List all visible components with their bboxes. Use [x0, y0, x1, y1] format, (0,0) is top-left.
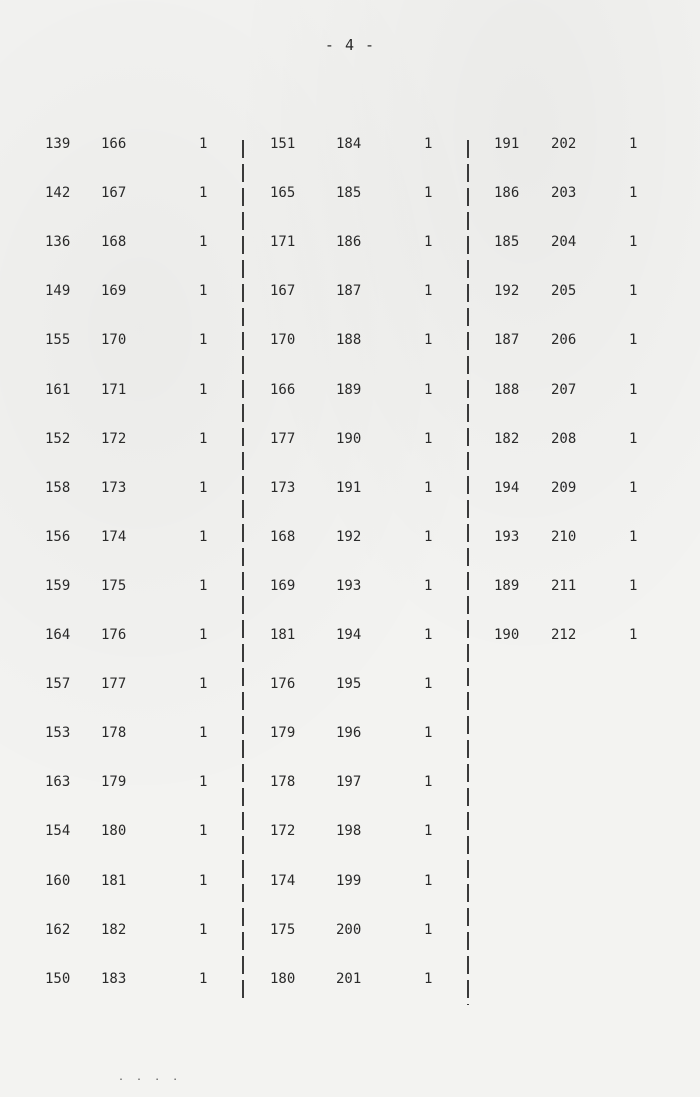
cell-middle-number-b: 192: [336, 529, 362, 545]
column-separator-right: [467, 908, 469, 926]
column-separator-right: [467, 140, 469, 158]
cell-middle-number-a: 180: [270, 971, 296, 987]
cell-middle-count: 1: [424, 873, 433, 889]
column-separator-left: [242, 644, 244, 662]
cell-left-count: 1: [199, 922, 208, 938]
cell-left-number-a: 162: [45, 922, 71, 938]
column-separator-left: [242, 932, 244, 950]
cell-middle-number-a: 151: [270, 136, 296, 152]
column-separator-right: [467, 764, 469, 782]
cell-left-number-b: 175: [101, 578, 127, 594]
cell-right-number-a: 189: [494, 578, 520, 594]
column-separator-left: [242, 692, 244, 710]
cell-middle-count: 1: [424, 676, 433, 692]
cell-middle-count: 1: [424, 627, 433, 643]
cell-middle-number-b: 190: [336, 431, 362, 447]
column-separator-left: [242, 428, 244, 446]
column-separator-left: [242, 404, 244, 422]
cell-left-count: 1: [199, 676, 208, 692]
cell-left-number-b: 169: [101, 283, 127, 299]
column-separator-right: [467, 740, 469, 758]
cell-middle-number-b: 188: [336, 332, 362, 348]
cell-left-count: 1: [199, 627, 208, 643]
column-separator-left: [242, 476, 244, 494]
cell-right-count: 1: [629, 431, 638, 447]
column-separator-right: [467, 572, 469, 590]
cell-middle-number-b: 189: [336, 382, 362, 398]
column-separator-right: [467, 596, 469, 614]
column-separator-left: [242, 356, 244, 374]
cell-middle-number-b: 197: [336, 774, 362, 790]
cell-right-number-a: 185: [494, 234, 520, 250]
cell-middle-number-a: 177: [270, 431, 296, 447]
cell-left-number-a: 155: [45, 332, 71, 348]
cell-middle-number-b: 187: [336, 283, 362, 299]
column-separator-left: [242, 956, 244, 974]
cell-right-number-a: 187: [494, 332, 520, 348]
column-separator-left: [242, 668, 244, 686]
column-separator-left: [242, 188, 244, 206]
column-separator-right: [467, 644, 469, 662]
cell-middle-count: 1: [424, 283, 433, 299]
cell-middle-count: 1: [424, 234, 433, 250]
cell-middle-number-b: 193: [336, 578, 362, 594]
cell-left-number-a: 139: [45, 136, 71, 152]
column-separator-right: [467, 284, 469, 302]
column-separator-right: [467, 812, 469, 830]
cell-middle-number-a: 171: [270, 234, 296, 250]
cell-left-number-a: 136: [45, 234, 71, 250]
cell-middle-count: 1: [424, 725, 433, 741]
cell-left-count: 1: [199, 431, 208, 447]
column-separator-right: [467, 524, 469, 542]
cell-left-number-a: 142: [45, 185, 71, 201]
column-separator-right: [467, 308, 469, 326]
column-separator-right: [467, 500, 469, 518]
cell-middle-count: 1: [424, 382, 433, 398]
cell-middle-count: 1: [424, 529, 433, 545]
cell-middle-number-a: 172: [270, 823, 296, 839]
column-separator-right: [467, 788, 469, 806]
column-separator-right: [467, 860, 469, 878]
cell-right-number-b: 209: [551, 480, 577, 496]
column-separator-left: [242, 308, 244, 326]
cell-left-number-a: 150: [45, 971, 71, 987]
cell-middle-count: 1: [424, 774, 433, 790]
cell-left-count: 1: [199, 529, 208, 545]
cell-left-number-b: 173: [101, 480, 127, 496]
column-separator-left: [242, 260, 244, 278]
column-separator-left: [242, 452, 244, 470]
cell-right-count: 1: [629, 185, 638, 201]
column-separator-right: [467, 692, 469, 710]
cell-right-count: 1: [629, 332, 638, 348]
column-separator-right: [467, 188, 469, 206]
cell-right-number-a: 194: [494, 480, 520, 496]
cell-middle-number-a: 169: [270, 578, 296, 594]
cell-middle-number-a: 181: [270, 627, 296, 643]
cell-left-number-b: 178: [101, 725, 127, 741]
cell-right-count: 1: [629, 382, 638, 398]
column-separator-right: [467, 404, 469, 422]
cell-middle-number-b: 195: [336, 676, 362, 692]
cell-left-count: 1: [199, 332, 208, 348]
column-separator-left: [242, 788, 244, 806]
cell-right-count: 1: [629, 627, 638, 643]
column-separator-right: [467, 356, 469, 374]
cell-middle-number-a: 168: [270, 529, 296, 545]
cell-left-count: 1: [199, 185, 208, 201]
cell-left-number-a: 159: [45, 578, 71, 594]
cell-left-count: 1: [199, 578, 208, 594]
column-separator-right: [467, 980, 469, 998]
cell-middle-number-b: 194: [336, 627, 362, 643]
column-separator-left: [242, 380, 244, 398]
cell-left-number-a: 153: [45, 725, 71, 741]
column-separator-right: [467, 380, 469, 398]
cell-right-number-b: 212: [551, 627, 577, 643]
cell-right-number-b: 210: [551, 529, 577, 545]
cell-right-count: 1: [629, 136, 638, 152]
column-separator-right: [467, 452, 469, 470]
cell-right-number-a: 193: [494, 529, 520, 545]
column-separator-right: [467, 716, 469, 734]
cell-middle-count: 1: [424, 332, 433, 348]
cell-middle-number-a: 166: [270, 382, 296, 398]
cell-left-number-a: 157: [45, 676, 71, 692]
cell-middle-number-b: 201: [336, 971, 362, 987]
column-separator-right: [467, 260, 469, 278]
cell-left-number-a: 158: [45, 480, 71, 496]
cell-middle-number-b: 199: [336, 873, 362, 889]
cell-left-number-b: 172: [101, 431, 127, 447]
cell-left-number-b: 183: [101, 971, 127, 987]
cell-middle-number-b: 186: [336, 234, 362, 250]
cell-left-number-b: 180: [101, 823, 127, 839]
cell-right-count: 1: [629, 234, 638, 250]
page-number: - 4 -: [324, 36, 376, 54]
cell-right-count: 1: [629, 578, 638, 594]
column-separator-left: [242, 284, 244, 302]
cell-right-number-b: 205: [551, 283, 577, 299]
cell-middle-count: 1: [424, 431, 433, 447]
cell-left-number-b: 166: [101, 136, 127, 152]
cell-middle-number-a: 175: [270, 922, 296, 938]
column-separator-right: [467, 212, 469, 230]
cell-left-count: 1: [199, 136, 208, 152]
cell-left-number-a: 154: [45, 823, 71, 839]
column-separator-right: [467, 620, 469, 638]
cell-left-count: 1: [199, 774, 208, 790]
column-separator-left: [242, 332, 244, 350]
column-separator-right: [467, 476, 469, 494]
column-separator-left: [242, 236, 244, 254]
column-separator-right: [467, 884, 469, 902]
cell-left-number-a: 164: [45, 627, 71, 643]
cell-left-number-b: 171: [101, 382, 127, 398]
cell-right-number-a: 188: [494, 382, 520, 398]
cell-right-number-a: 186: [494, 185, 520, 201]
cell-middle-count: 1: [424, 922, 433, 938]
cell-right-count: 1: [629, 283, 638, 299]
column-separator-right: [467, 956, 469, 974]
cell-middle-number-a: 167: [270, 283, 296, 299]
column-separator-right: [467, 668, 469, 686]
cell-left-number-b: 177: [101, 676, 127, 692]
cell-middle-number-a: 173: [270, 480, 296, 496]
cell-left-number-b: 167: [101, 185, 127, 201]
cell-middle-number-a: 174: [270, 873, 296, 889]
column-separator-left: [242, 836, 244, 854]
column-separator-left: [242, 164, 244, 182]
cell-right-number-a: 182: [494, 431, 520, 447]
cell-middle-number-a: 179: [270, 725, 296, 741]
cell-left-number-a: 156: [45, 529, 71, 545]
cell-middle-number-b: 200: [336, 922, 362, 938]
column-separator-right: [467, 836, 469, 854]
cell-left-number-b: 174: [101, 529, 127, 545]
column-separator-right: [467, 236, 469, 254]
column-separator-left: [242, 524, 244, 542]
cell-right-number-a: 192: [494, 283, 520, 299]
column-separator-left: [242, 740, 244, 758]
cell-right-count: 1: [629, 480, 638, 496]
cell-middle-count: 1: [424, 136, 433, 152]
column-separator-right: [467, 164, 469, 182]
cell-middle-number-b: 184: [336, 136, 362, 152]
cell-right-number-b: 208: [551, 431, 577, 447]
cell-left-count: 1: [199, 725, 208, 741]
column-separator-right: [467, 1004, 469, 1005]
column-separator-left: [242, 716, 244, 734]
cell-middle-number-a: 176: [270, 676, 296, 692]
cell-right-number-b: 203: [551, 185, 577, 201]
cell-middle-number-b: 196: [336, 725, 362, 741]
cell-left-number-b: 170: [101, 332, 127, 348]
cell-middle-number-a: 178: [270, 774, 296, 790]
column-separator-left: [242, 548, 244, 566]
column-separator-right: [467, 332, 469, 350]
column-separator-left: [242, 884, 244, 902]
cell-right-number-b: 202: [551, 136, 577, 152]
column-separator-left: [242, 212, 244, 230]
column-separator-right: [467, 548, 469, 566]
cell-left-number-b: 181: [101, 873, 127, 889]
cell-right-count: 1: [629, 529, 638, 545]
column-separator-left: [242, 908, 244, 926]
cell-middle-count: 1: [424, 480, 433, 496]
cell-middle-number-a: 170: [270, 332, 296, 348]
trailing-dots: . . . .: [118, 1072, 182, 1083]
column-separator-left: [242, 980, 244, 998]
cell-left-count: 1: [199, 283, 208, 299]
column-separator-left: [242, 764, 244, 782]
cell-left-number-a: 149: [45, 283, 71, 299]
column-separator-left: [242, 572, 244, 590]
cell-left-number-b: 182: [101, 922, 127, 938]
cell-right-number-b: 207: [551, 382, 577, 398]
cell-left-count: 1: [199, 480, 208, 496]
cell-left-count: 1: [199, 234, 208, 250]
column-separator-left: [242, 596, 244, 614]
cell-left-count: 1: [199, 971, 208, 987]
cell-left-count: 1: [199, 873, 208, 889]
column-separator-right: [467, 932, 469, 950]
column-separator-left: [242, 812, 244, 830]
cell-right-number-b: 211: [551, 578, 577, 594]
column-separator-left: [242, 620, 244, 638]
cell-right-number-a: 190: [494, 627, 520, 643]
cell-right-number-a: 191: [494, 136, 520, 152]
cell-middle-number-b: 198: [336, 823, 362, 839]
column-separator-left: [242, 860, 244, 878]
cell-middle-number-b: 191: [336, 480, 362, 496]
cell-left-number-a: 161: [45, 382, 71, 398]
cell-middle-count: 1: [424, 971, 433, 987]
cell-middle-count: 1: [424, 578, 433, 594]
cell-middle-count: 1: [424, 185, 433, 201]
cell-left-count: 1: [199, 382, 208, 398]
cell-left-count: 1: [199, 823, 208, 839]
cell-left-number-a: 163: [45, 774, 71, 790]
cell-left-number-b: 179: [101, 774, 127, 790]
column-separator-left: [242, 140, 244, 158]
cell-middle-number-a: 165: [270, 185, 296, 201]
cell-middle-number-b: 185: [336, 185, 362, 201]
column-separator-right: [467, 428, 469, 446]
cell-left-number-a: 160: [45, 873, 71, 889]
cell-left-number-b: 168: [101, 234, 127, 250]
cell-middle-count: 1: [424, 823, 433, 839]
column-separator-left: [242, 500, 244, 518]
cell-right-number-b: 206: [551, 332, 577, 348]
cell-right-number-b: 204: [551, 234, 577, 250]
cell-left-number-a: 152: [45, 431, 71, 447]
cell-left-number-b: 176: [101, 627, 127, 643]
